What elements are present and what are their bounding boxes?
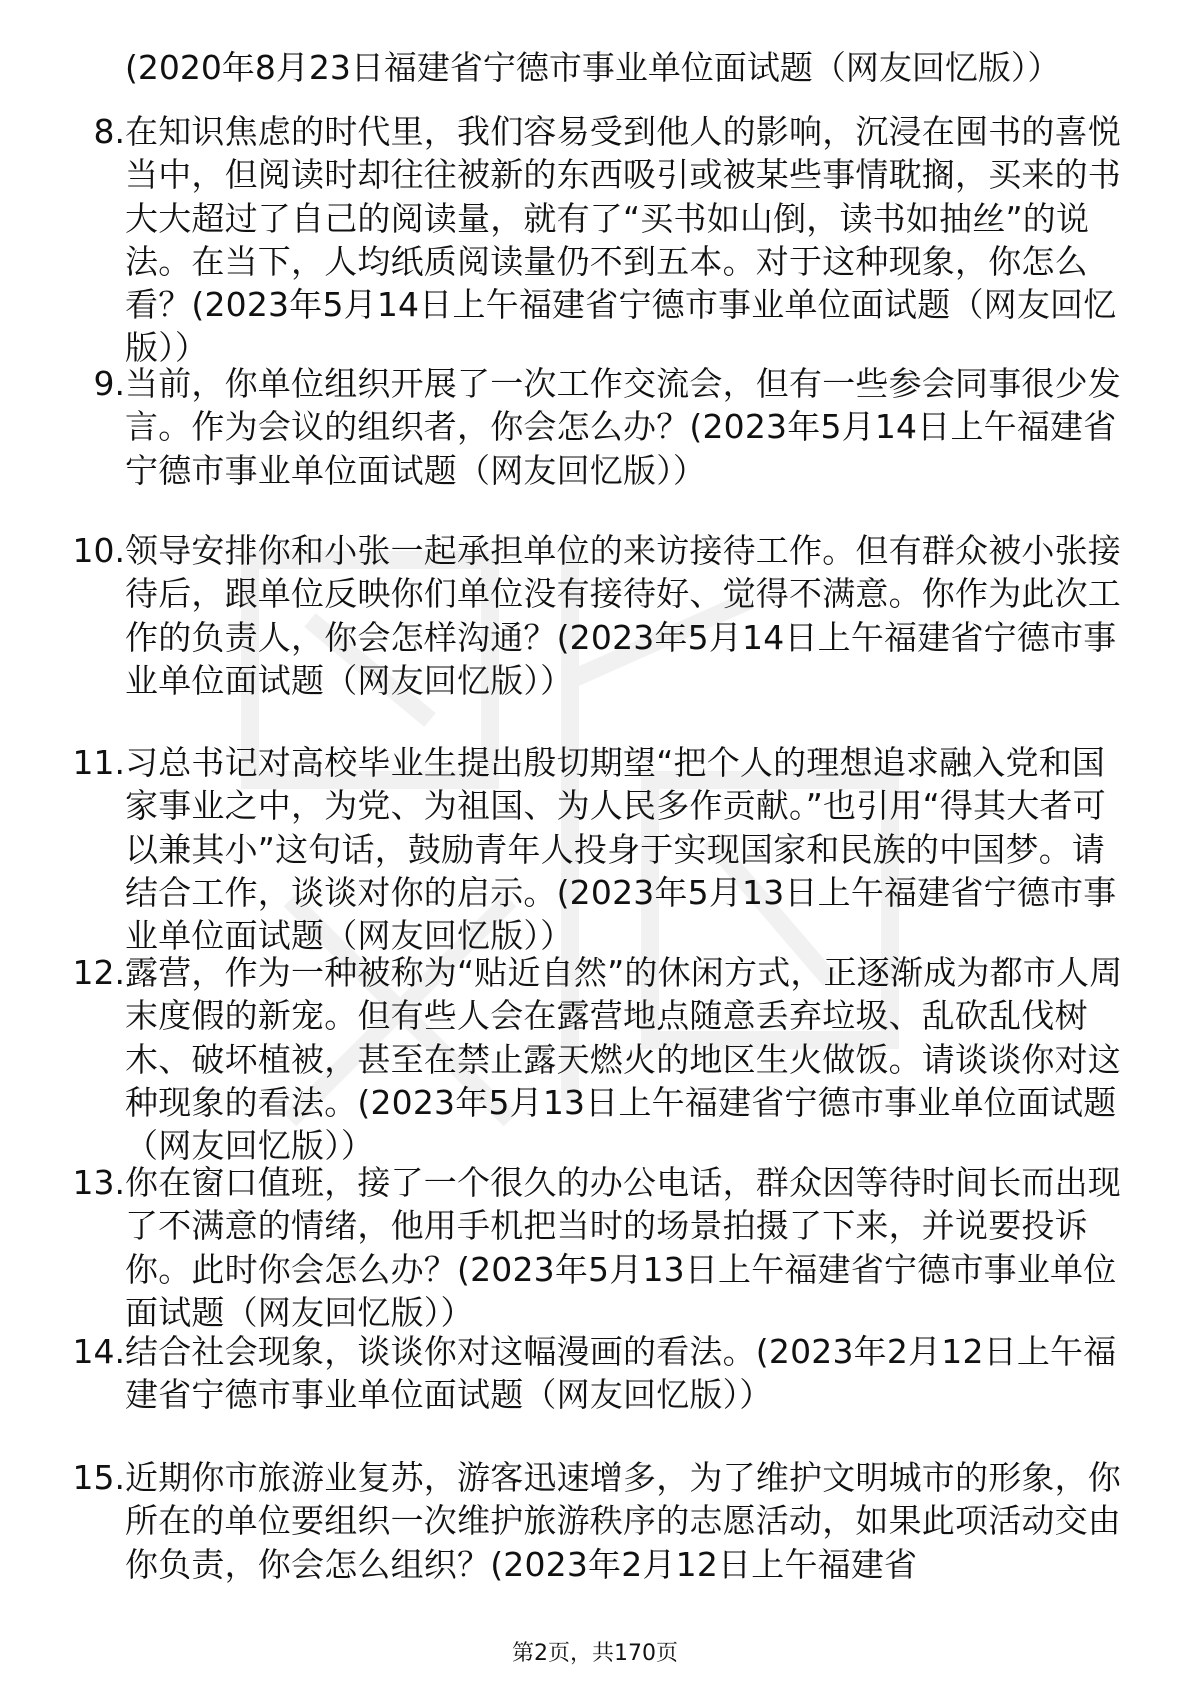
question-text: 在知识焦虑的时代里，我们容易受到他人的影响，沉浸在囤书的喜悦当中，但阅读时却往往被新的东西吸引或被某些事情耽搁，买来的书大大超过了自己的阅读量，就有了“买书如山倒，读书如抽丝”的说法。在当下，人均纸质阅读量仍不到五本。对于这种现象，你怎么看？(2023年5月14日上午福建省宁德市事业单位面试题（网友回忆版）） xyxy=(125,112,1121,368)
question-number: 9. xyxy=(93,364,125,403)
question-text: 习总书记对高校毕业生提出殷切期望“把个人的理想追求融入党和国家事业之中，为党、为祖国、为人民多作贡献。”也引用“得其大者可以兼其小”这句话，鼓励青年人投身于实现国家和民族的中国梦。请结合工作，谈谈对你的启示。(2023年5月13日上午福建省宁德市事业单位面试题（网友回忆版）） xyxy=(125,743,1117,956)
question-text: 当前，你单位组织开展了一次工作交流会，但有一些参会同事很少发言。作为会议的组织者，你会怎么办？(2023年5月14日上午福建省宁德市事业单位面试题（网友回忆版）） xyxy=(125,364,1121,490)
question-text: 露营，作为一种被称为“贴近自然”的休闲方式，正逐渐成为都市人周末度假的新宠。但有些人会在露营地点随意丢弃垃圾、乱砍乱伐树木、破坏植被，甚至在禁止露天燃火的地区生火做饭。请谈谈你对这种现象的看法。(2023年5月13日上午福建省宁德市事业单位面试题（网友回忆版）） xyxy=(125,953,1123,1166)
question-text: 近期你市旅游业复苏，游客迅速增多，为了维护文明城市的形象，你所在的单位要组织一次维护旅游秩序的志愿活动，如果此项活动交由你负责，你会怎么组织？(2023年2月12日上午福建省 xyxy=(125,1458,1121,1584)
question-number: 15. xyxy=(72,1458,125,1497)
question-text: 你在窗口值班，接了一个很久的办公电话，群众因等待时间长而出现了不满意的情绪，他用手机把当时的场景拍摄了下来，并说要投诉你。此时你会怎么办？(2023年5月13日上午福建省宁德市事业单位面试题（网友回忆版）） xyxy=(125,1163,1121,1332)
question-number: 10. xyxy=(72,531,125,570)
question-number: 8. xyxy=(93,112,125,151)
question-number: 11. xyxy=(72,743,125,782)
question-text: 领导安排你和小张一起承担单位的来访接待工作。但有群众被小张接待后，跟单位反映你们单位没有接待好、觉得不满意。你作为此次工作的负责人，你会怎样沟通？(2023年5月14日上午福建省宁德市事业单位面试题（网友回忆版）） xyxy=(125,531,1121,700)
question-text: 结合社会现象，谈谈你对这幅漫画的看法。(2023年2月12日上午福建省宁德市事业单位面试题（网友回忆版）） xyxy=(125,1332,1117,1415)
question-number: 14. xyxy=(72,1332,125,1371)
question-number: 12. xyxy=(72,953,125,992)
question-number: 13. xyxy=(72,1163,125,1202)
page-number-footer: 第2页，共170页 xyxy=(512,1641,678,1666)
continued-question-source: (2020年8月23日福建省宁德市事业单位面试题（网友回忆版）） xyxy=(125,48,1061,87)
